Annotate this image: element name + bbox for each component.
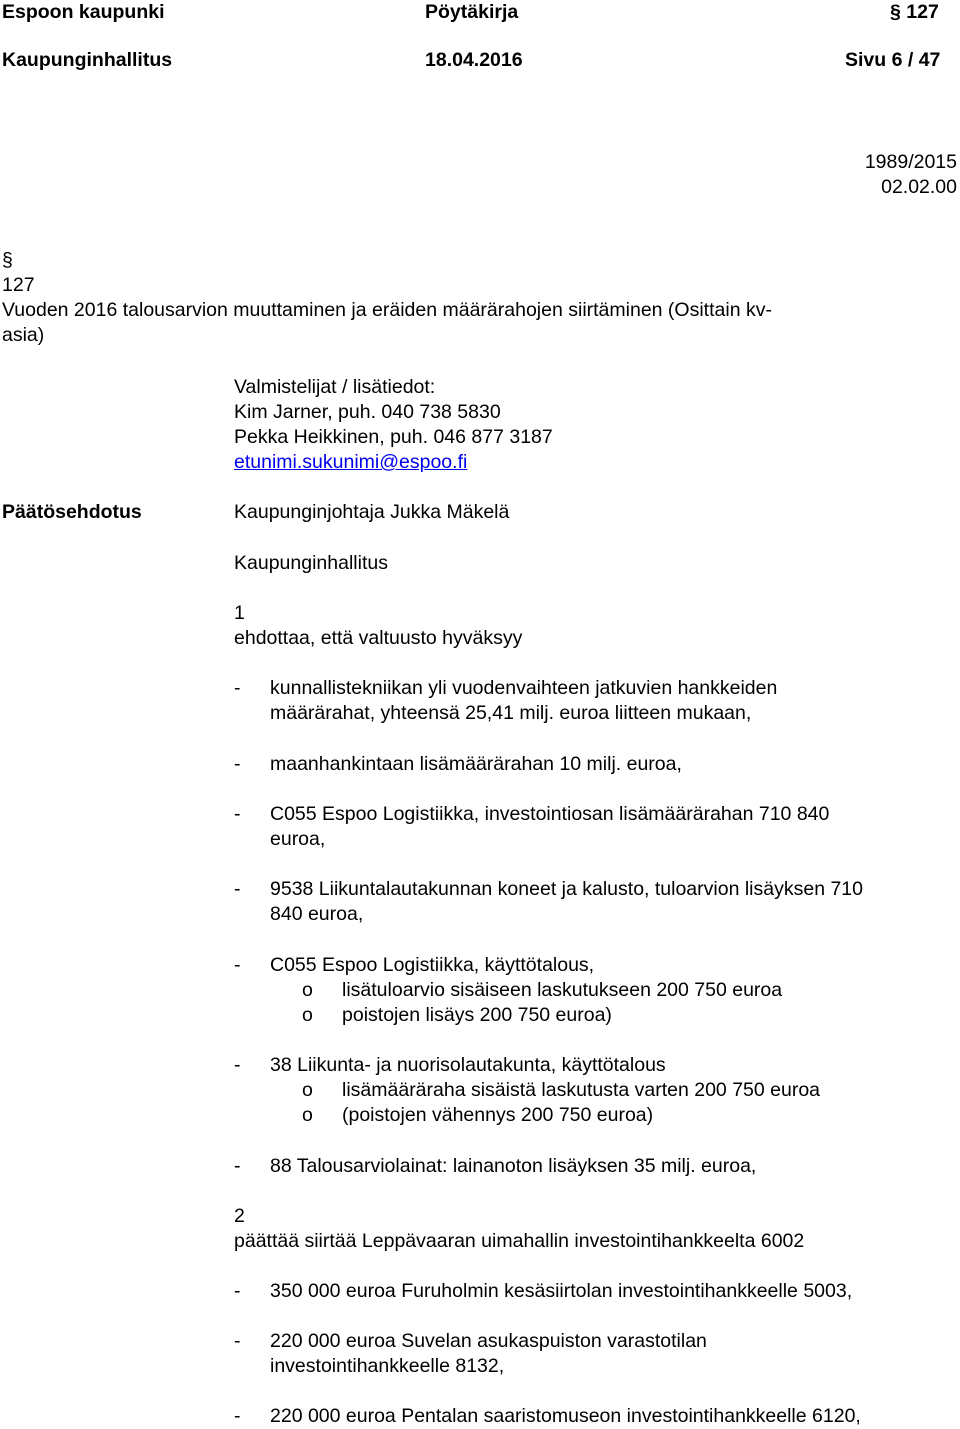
list-item-line1: C055 Espoo Logistiikka, käyttötalous, (270, 954, 595, 976)
list-item-line1: 350 000 euroa Furuholmin kesäsiirtolan investointihankkeelle 5003, (270, 1280, 853, 1302)
header-body: Kaupunginhallitus (2, 49, 173, 71)
section-title-line2: asia) (2, 324, 45, 346)
list-item-line1: 220 000 euroa Suvelan asukaspuiston varastotilan (270, 1330, 707, 1352)
list-item (0, 953, 960, 1028)
section-title-line1: Vuoden 2016 talousarvion muuttaminen ja eräiden määrärahojen siirtäminen (Osittain kv- (2, 299, 772, 321)
list-item (0, 676, 960, 726)
list-item-line1: 9538 Liikuntalautakunnan koneet ja kalusto, tuloarvion lisäyksen 710 (270, 878, 863, 900)
sub-item-text: (poistojen vähennys 200 750 euroa) (342, 1104, 654, 1126)
sub-item-text: lisätuloarvio sisäiseen laskutukseen 200 750 euroa (342, 979, 783, 1001)
list-item-line2: 840 euroa, (270, 903, 364, 925)
list-dash: - (234, 753, 241, 775)
point1-number: 1 (234, 602, 245, 624)
list-item (0, 877, 960, 927)
list-item (0, 1154, 960, 1179)
sub-item-text: poistojen lisäys 200 750 euroa) (342, 1004, 612, 1026)
list-item-line1: C055 Espoo Logistiikka, investointiosan lisämäärärahan 710 840 (270, 803, 830, 825)
board: Kaupunginhallitus (234, 552, 388, 574)
sub-bullet: o (302, 1104, 313, 1126)
list-item (0, 1279, 960, 1304)
list-dash: - (234, 1155, 241, 1177)
preparer-1: Kim Jarner, puh. 040 738 5830 (234, 401, 501, 423)
sub-item-text: lisämääräraha sisäistä laskutusta varten 200 750 euroa (342, 1079, 821, 1101)
list-dash: - (234, 1280, 241, 1302)
header-doc-type: Pöytäkirja (425, 1, 519, 23)
list-item-line1: 88 Talousarviolainat: lainanoton lisäyksen 35 milj. euroa, (270, 1155, 757, 1177)
list-item-line1: 220 000 euroa Pentalan saaristomuseon investointihankkeelle 6120, (270, 1405, 861, 1427)
list-item (0, 802, 960, 852)
header-section-number (890, 0, 939, 24)
proposal-label: Päätösehdotus (2, 501, 142, 523)
preparers-label: Valmistelijat / lisätiedot: (234, 376, 436, 398)
sub-bullet: o (302, 979, 313, 1001)
list-item (0, 1053, 960, 1128)
list-item-line2: euroa, (270, 828, 326, 850)
section-sign-heading: § (2, 249, 13, 271)
sub-bullet: o (302, 1004, 313, 1026)
list-dash: - (234, 878, 241, 900)
list-item (0, 752, 960, 777)
list-dash: - (234, 1330, 241, 1352)
proposer: Kaupunginjohtaja Jukka Mäkelä (234, 501, 510, 523)
header-date: 18.04.2016 (425, 49, 523, 71)
list-item-line1: kunnallistekniikan yli vuodenvaihteen jatkuvien hankkeiden (270, 677, 778, 699)
list-dash: - (234, 677, 241, 699)
header-page: Sivu 6 / 47 (845, 49, 941, 71)
header-section-no: 127 (906, 1, 939, 23)
list-item-line1: maanhankintaan lisämäärärahan 10 milj. euroa, (270, 753, 682, 775)
point2-intro: päättää siirtää Leppävaaran uimahallin investointihankkeelta 6002 (234, 1230, 805, 1252)
email-link[interactable]: etunimi.sukunimi@espoo.fi (234, 451, 468, 473)
list-item-line2: investointihankkeelle 8132, (270, 1355, 505, 1377)
section-sign: § (890, 1, 901, 23)
case-dnro: 1989/2015 (864, 151, 957, 173)
list-item (0, 1329, 960, 1379)
list-dash: - (234, 954, 241, 976)
list-item-line2: määrärahat, yhteensä 25,41 milj. euroa liitteen mukaan, (270, 702, 752, 724)
section-number: 127 (2, 274, 35, 296)
list-item-line1: 38 Liikunta- ja nuorisolautakunta, käyttötalous (270, 1054, 666, 1076)
point1-intro: ehdottaa, että valtuusto hyväksyy (234, 627, 523, 649)
list-dash: - (234, 1054, 241, 1076)
list-item (0, 1404, 960, 1429)
point2-number: 2 (234, 1205, 245, 1227)
list-dash: - (234, 803, 241, 825)
sub-bullet: o (302, 1079, 313, 1101)
header-org: Espoon kaupunki (2, 1, 165, 23)
list-dash: - (234, 1405, 241, 1427)
case-code: 02.02.00 (881, 176, 957, 198)
preparer-2: Pekka Heikkinen, puh. 046 877 3187 (234, 426, 553, 448)
